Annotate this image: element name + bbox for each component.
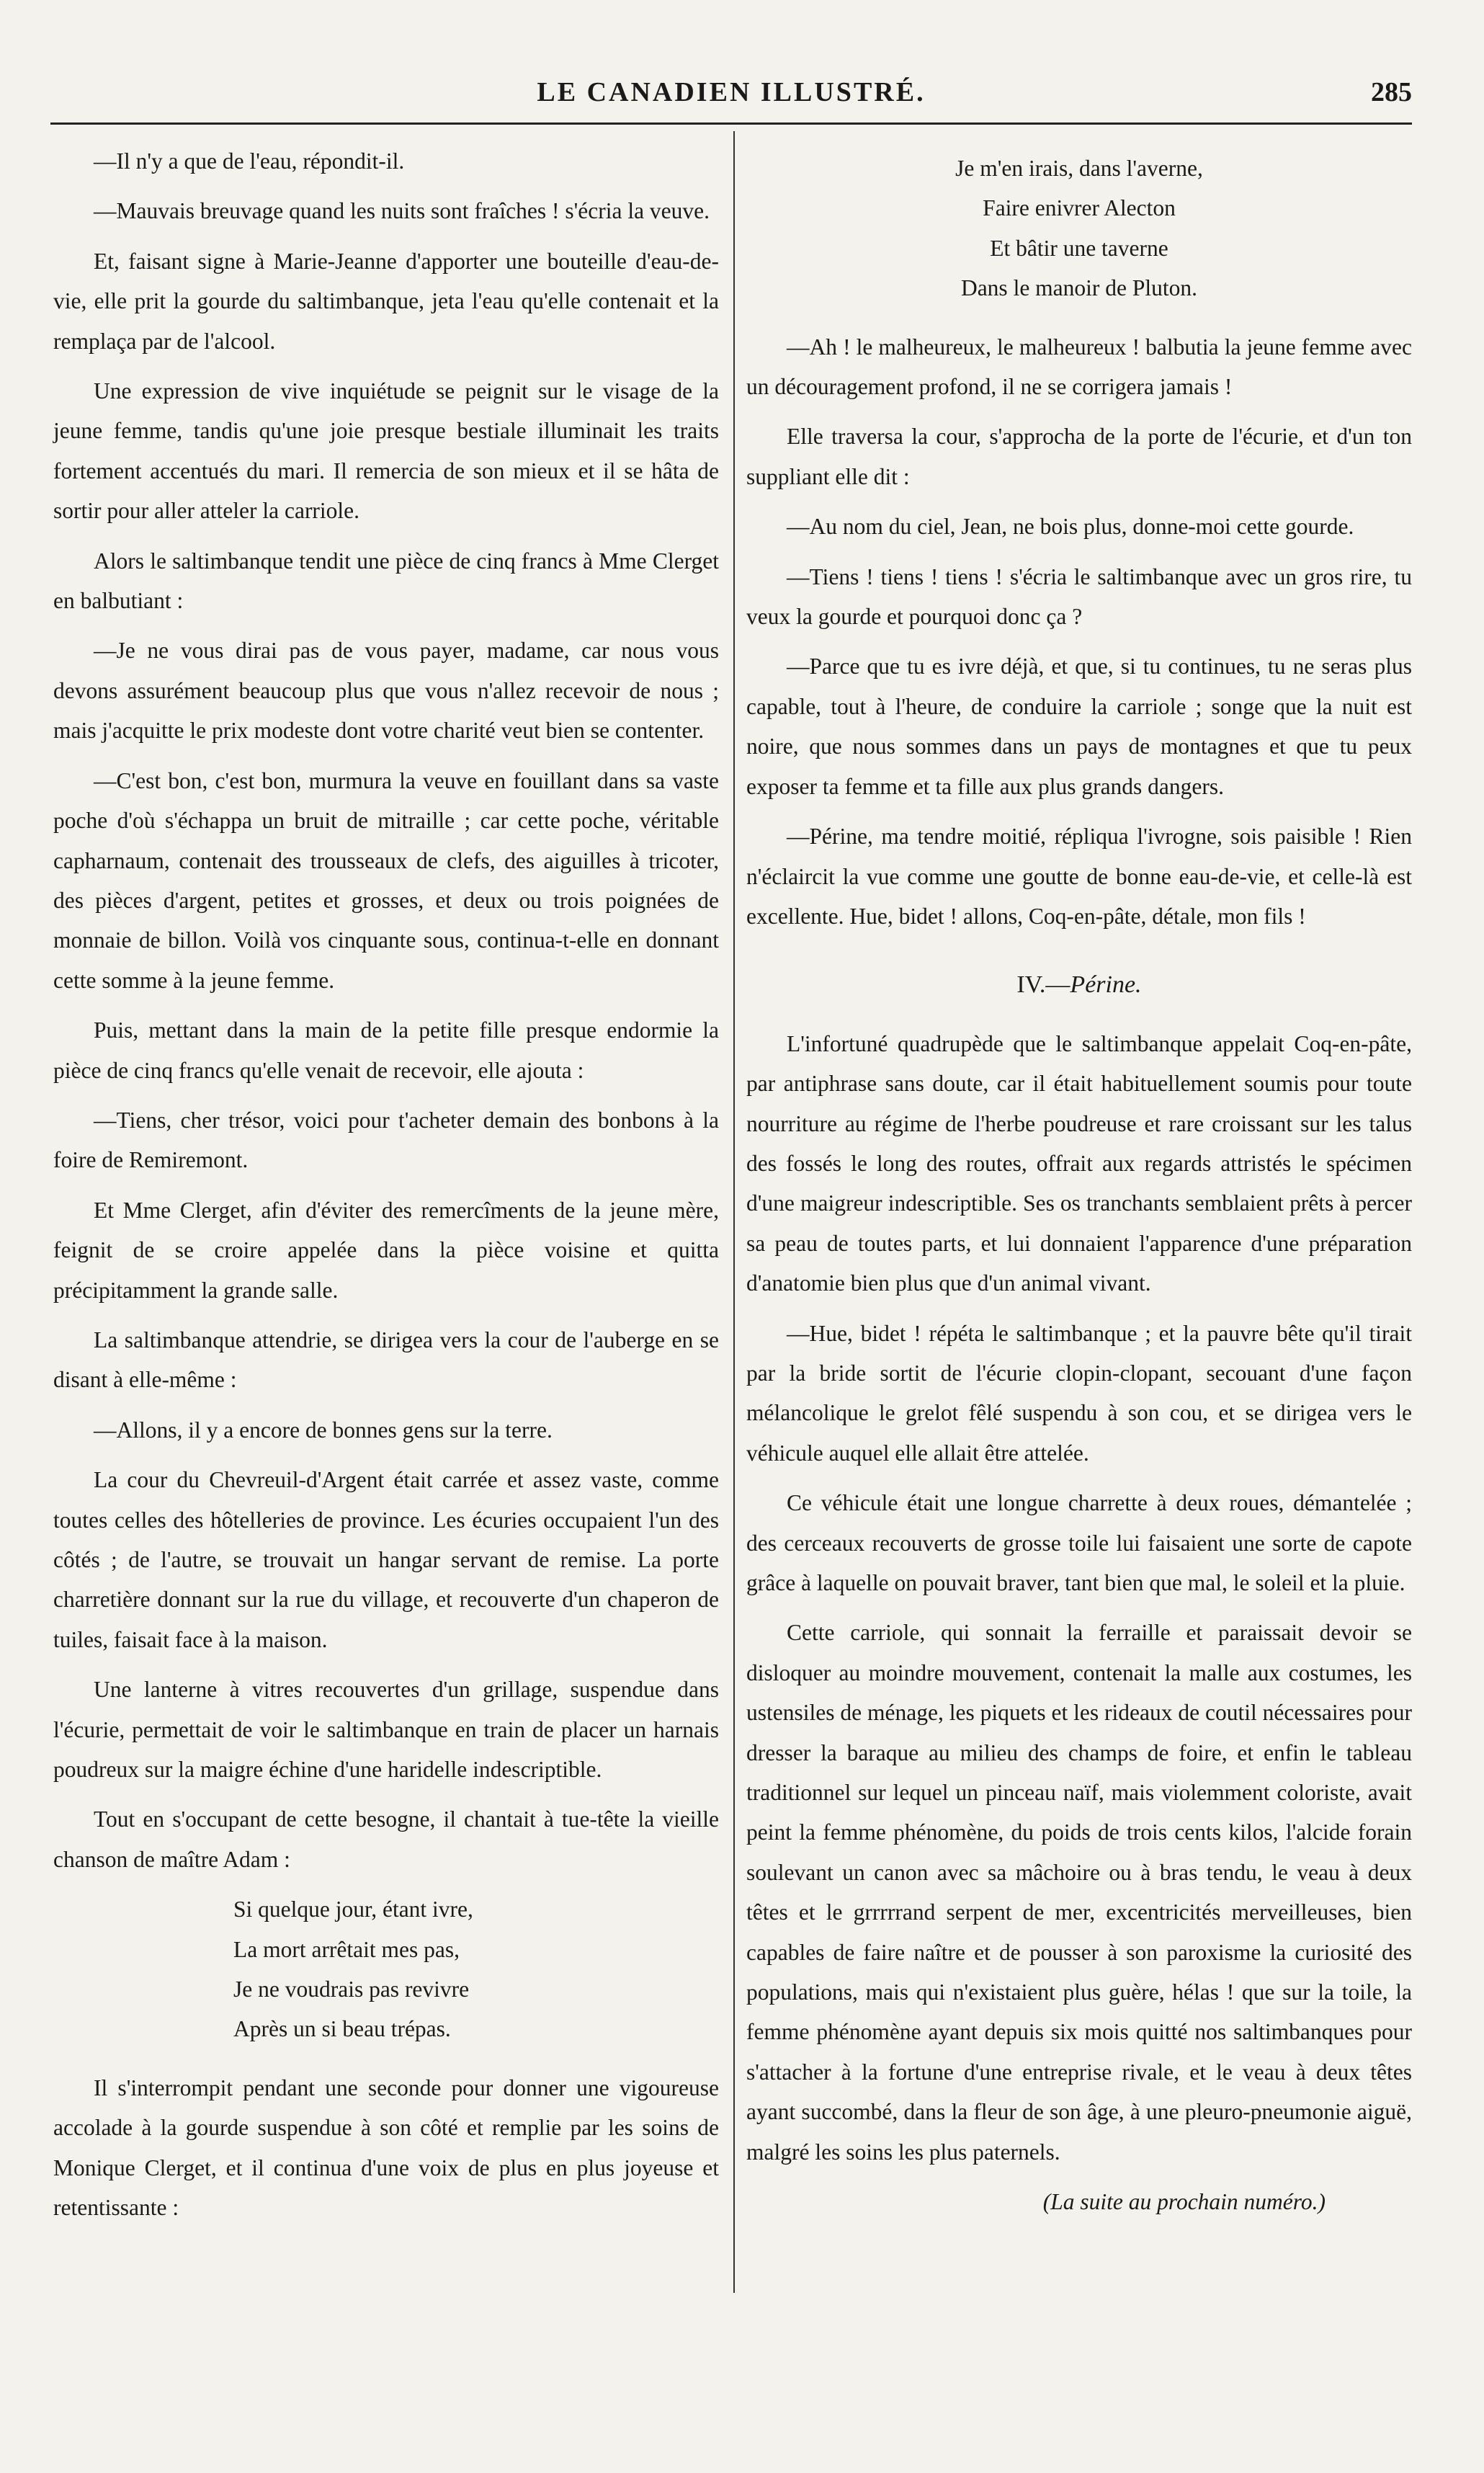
publication-title: LE CANADIEN ILLUSTRÉ.: [537, 77, 926, 107]
verse-line: Faire enivrer Alecton: [983, 195, 1176, 221]
verse-line: Dans le manoir de Pluton.: [960, 275, 1198, 301]
verse-line: Je ne voudrais pas revivre: [233, 1977, 470, 2002]
to-be-continued: (La suite au prochain numéro.): [1042, 2189, 1326, 2215]
paragraph: Tout en s'occupant de cette besogne, il chantait à tue-tête la vieille chanson de maître Adam :: [53, 1806, 719, 1872]
paragraph: —Parce que tu es ivre déjà, et que, si tu continues, tu ne seras plus capable, tout à l'heure, de conduire la carriole ; songe que la nuit est noire, que nous sommes dans un pays de montagnes et que tu peux exposer ta femme et ta fille aux plus grands dangers.: [746, 654, 1412, 799]
paragraph: —Au nom du ciel, Jean, ne bois plus, donne-moi cette gourde.: [787, 514, 1354, 540]
verse-line: Je m'en irais, dans l'averne,: [955, 156, 1203, 181]
paragraph: Cette carriole, qui sonnait la ferraille et paraissait devoir se disloquer au moindre mouvement, contenait la malle aux costumes, les ustensiles de ménage, les piquets et les rideaux de coutil nécessaires pour dresser la baraque au milieu des champs de foire, et enfin le tableau traditionnel sur lequel un pinceau naïf, mais violemment coloriste, avait peint la femme phénomène, du poids de trois cents kilos, l'alcide forain soulevant un canon avec sa mâchoire ou à bras tendu, le veau à deux têtes et le grrrrrand serpent de mer, excentricités merveilleuses, bien capables de faire naître et de pousser à son paroxisme la curiosité des populations, mais qui n'existaient plus guère, hélas ! que sur la toile, la femme phénomène ayant depuis six mois quitté nos saltimbanques pour s'attacher à la fortune d'une entreprise rivale, et le veau à deux têtes ayant succombé, dans la fleur de son âge, à une pleuro-pneumonie aiguë, malgré les soins les plus paternels.: [746, 1620, 1412, 2165]
paragraph: —Il n'y a que de l'eau, répondit-il.: [94, 148, 405, 174]
verse-line: Après un si beau trépas.: [233, 2016, 451, 2042]
paragraph: Puis, mettant dans la main de la petite fille presque endormie la pièce de cinq francs qu'elle venait de recevoir, elle ajouta :: [53, 1017, 719, 1083]
column-divider: [733, 131, 735, 2293]
section-number: IV.—: [1016, 971, 1070, 999]
paragraph: Il s'interrompit pendant une seconde pour donner une vigoureuse accolade à la gourde suspendue à son côté et remplie par les soins de Monique Clerget, et il continua d'une voix de plus en plus joyeuse et retentissante :: [53, 2075, 719, 2221]
paragraph: Une expression de vive inquiétude se peignit sur le visage de la jeune femme, tandis qu'une joie presque bestiale illuminait les traits fortement accentués du mari. Il remercia de son mieux et il se hâta de sortir pour aller atteler la carriole.: [53, 378, 719, 524]
paragraph: Alors le saltimbanque tendit une pièce de cinq francs à Mme Clerget en balbutiant :: [53, 548, 719, 614]
paragraph: —Hue, bidet ! répéta le saltimbanque ; et la pauvre bête qu'il tirait par la bride sortit de l'écurie clopin-clopant, secouant d'une façon mélancolique le grelot fêlé suspendu à son cou, et se dirigea vers le véhicule auquel elle allait être attelée.: [746, 1320, 1412, 1466]
song-verse: [746, 148, 1412, 308]
left-column: [53, 141, 719, 2238]
paragraph: Ce véhicule était une longue charrette à deux roues, démantelée ; des cerceaux recouverts de grosse toile lui faisaient une sorte de capote grâce à laquelle on pouvait braver, tant bien que mal, le soleil et la pluie.: [746, 1490, 1412, 1595]
right-column: [746, 141, 1412, 2232]
paragraph: Et Mme Clerget, afin d'éviter des remercîments de la jeune mère, feignit de se croire appelée dans la pièce voisine et quitta précipitamment la grande salle.: [53, 1197, 719, 1303]
page-header: [50, 76, 1412, 121]
paragraph: —Tiens ! tiens ! tiens ! s'écria le saltimbanque avec un gros rire, tu veux la gourde et pourquoi donc ça ?: [746, 563, 1412, 630]
paragraph: —Mauvais breuvage quand les nuits sont fraîches ! s'écria la veuve.: [94, 198, 710, 224]
header-rule: [50, 122, 1412, 125]
paragraph: Elle traversa la cour, s'approcha de la porte de l'écurie, et d'un ton suppliant elle dit :: [746, 424, 1412, 489]
verse-line: La mort arrêtait mes pas,: [233, 1936, 460, 1962]
paragraph: La cour du Chevreuil-d'Argent était carrée et assez vaste, comme toutes celles des hôtelleries de province. Les écuries occupaient l'un des côtés ; de l'autre, se trouvait un hangar servant de remise. La porte charretière donnant sur la rue du village, et recouverte d'un chaperon de tuiles, faisait face à la maison.: [53, 1467, 719, 1652]
page-number: 285: [1371, 77, 1412, 107]
paragraph: L'infortuné quadrupède que le saltimbanque appelait Coq-en-pâte, par antiphrase sans doute, car il était habituellement soumis pour toute nourriture au régime de l'herbe poudreuse et rare croissant sur les talus des fossés le long des routes, offrait aux regards attristés le spécimen d'une maigreur indescriptible. Ses os tranchants semblaient prêts à percer sa peau de toutes parts, et lui donnaient l'apparence d'une préparation d'anatomie bien plus que d'un animal vivant.: [746, 1030, 1412, 1296]
song-verse: [53, 1889, 719, 2049]
verse-line: Si quelque jour, étant ivre,: [233, 1897, 473, 1922]
paragraph: —C'est bon, c'est bon, murmura la veuve en fouillant dans sa vaste poche d'où s'échappa un bruit de mitraille ; car cette poche, véritable capharnaum, contenait des trousseaux de clefs, des aiguilles à tricoter, des pièces d'argent, petites et grosses, et deux ou trois poignées de monnaie de billon. Voilà vos cinquante sous, continua-t-elle en donnant cette somme à la jeune femme.: [53, 767, 719, 993]
paragraph: Une lanterne à vitres recouvertes d'un grillage, suspendue dans l'écurie, permettait de voir le saltimbanque en train de placer un harnais poudreux sur la maigre échine d'une haridelle indescriptible.: [53, 1677, 719, 1783]
paragraph: —Tiens, cher trésor, voici pour t'acheter demain des bonbons à la foire de Remiremont.: [53, 1107, 719, 1173]
paragraph: —Je ne vous dirai pas de vous payer, madame, car nous vous devons assurément beaucoup plus que vous n'allez recevoir de nous ; mais j'acquitte le prix modeste dont votre charité veut bien se contenter.: [53, 638, 719, 744]
section-heading: [746, 965, 1412, 1004]
paragraph: —Ah ! le malheureux, le malheureux ! balbutia la jeune femme avec un découragement profond, il ne se corrigera jamais !: [746, 334, 1412, 400]
paragraph: Et, faisant signe à Marie-Jeanne d'apporter une bouteille d'eau-de-vie, elle prit la gourde du saltimbanque, jeta l'eau qu'elle contenait et la remplaça par de l'alcool.: [53, 248, 719, 354]
paragraph: —Allons, il y a encore de bonnes gens sur la terre.: [94, 1417, 553, 1443]
verse-line: Et bâtir une taverne: [990, 235, 1168, 261]
paragraph: —Périne, ma tendre moitié, répliqua l'ivrogne, sois paisible ! Rien n'éclaircit la vue comme une goutte de bonne eau-de-vie, et celle-là est excellente. Hue, bidet ! allons, Coq-en-pâte, détale, mon fils !: [746, 824, 1412, 929]
paragraph: La saltimbanque attendrie, se dirigea vers la cour de l'auberge en se disant à elle-même :: [53, 1327, 719, 1393]
section-title: Périne.: [1070, 971, 1142, 999]
